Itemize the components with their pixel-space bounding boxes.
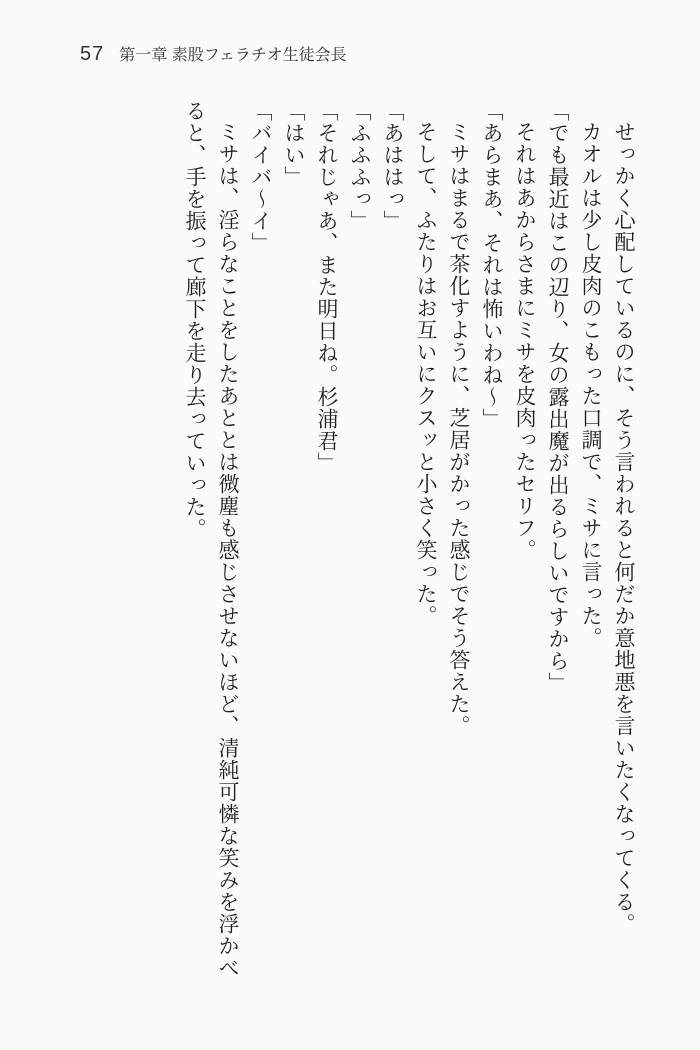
- chapter-title: 第一章 素股フェラチオ生徒会長: [119, 47, 347, 64]
- running-header: [80, 42, 347, 66]
- paragraph-dialogue: 「バイバ〜イ」: [249, 100, 273, 254]
- paragraph-narration: そして、ふたりはお互いにクスッと小さく笑った。: [414, 121, 438, 627]
- paragraph-narration: カオルは少し皮肉のこもった口調で、ミサに言った。: [579, 121, 603, 649]
- paragraph-dialogue: 「ふふふっ」: [348, 100, 372, 232]
- paragraph-dialogue: 「それじゃあ、また明日ね。杉浦君」: [315, 100, 339, 474]
- paragraph-narration: ミサは、淫らなことをしたあととは微塵も感じさせないほど、清純可憐な笑みを浮かべると、手を振って廊下を走り去っていった。: [183, 100, 240, 979]
- paragraph-narration: それはあからさまにミサを皮肉ったセリフ。: [513, 121, 537, 561]
- body-text: [178, 100, 640, 990]
- paragraph-dialogue: 「あらまあ、それは怖いわね〜」: [480, 100, 504, 430]
- paragraph-narration: せっかく心配しているのに、そう言われると何だか意地悪を言いたくなってくる。: [612, 121, 636, 935]
- paragraph-dialogue: 「はい」: [282, 100, 306, 188]
- paragraph-dialogue: 「あははっ」: [381, 100, 405, 232]
- page-number: 57: [80, 43, 105, 65]
- paragraph-dialogue: 「でも最近はこの辺り、女の露出魔が出るらしいですから」: [546, 100, 570, 694]
- paragraph-narration: ミサはまるで茶化すように、芝居がかった感じでそう答えた。: [447, 121, 471, 737]
